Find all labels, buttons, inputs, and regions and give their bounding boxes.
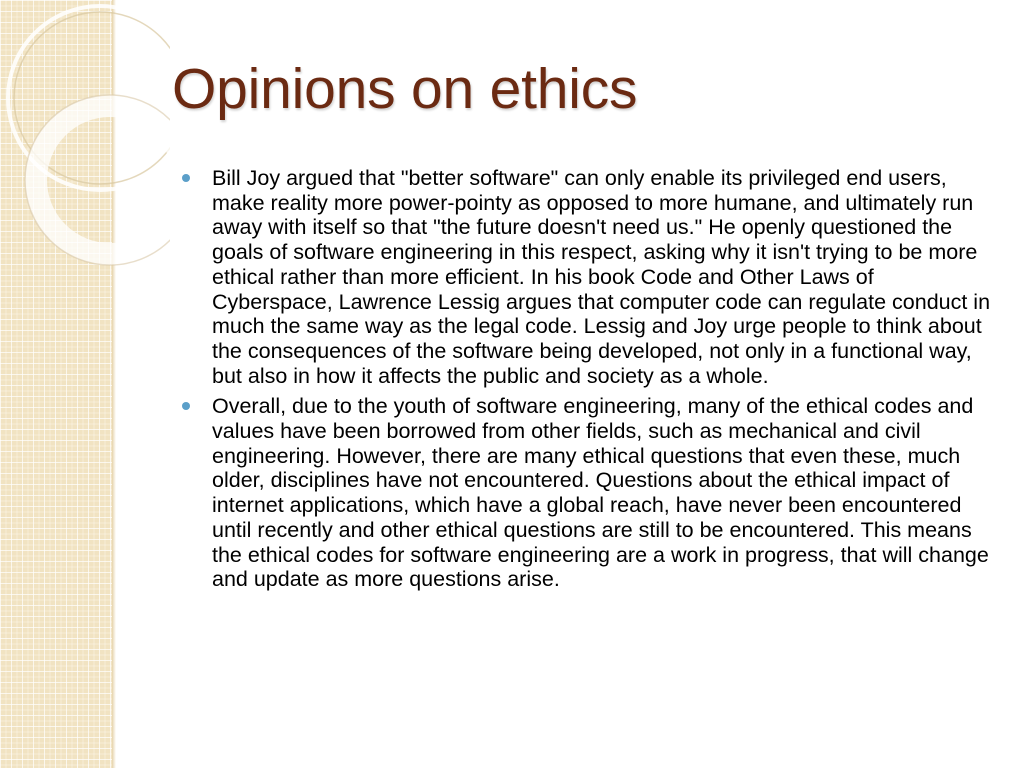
bullet-icon <box>182 174 190 182</box>
bullet-list <box>180 166 995 598</box>
decorative-rings <box>0 0 170 300</box>
list-item <box>180 394 995 592</box>
list-item <box>180 166 995 388</box>
bullet-text: Overall, due to the youth of software engineering, many of the ethical codes and values have been borrowed from other fields, such as mechanical and civil engineering. However, there are many ethical questions that even these, much older, disciplines have not encountered. Questions about the ethical impact of internet applications, which have a global reach, have never been encountered until recently and other ethical questions are still to be encountered. This means the ethical codes for software engineering are a work in progress, that will change and update as more questions arise. <box>212 394 989 592</box>
bullet-text: Bill Joy argued that "better software" can only enable its privileged end users, make reality more power-pointy as opposed to more humane, and ultimately run away with itself so that "the future doesn't need us." He openly questioned the goals of software engineering in this respect, asking why it isn't trying to be more ethical rather than more efficient. In his book Code and Other Laws of Cyberspace, Lawrence Lessig argues that computer code can regulate conduct in much the same way as the legal code. Lessig and Joy urge people to think about the consequences of the software being developed, not only in a functional way, but also in how it affects the public and society as a whole. <box>212 166 991 388</box>
slide-title: Opinions on ethics <box>172 57 638 121</box>
bullet-icon <box>182 402 190 410</box>
